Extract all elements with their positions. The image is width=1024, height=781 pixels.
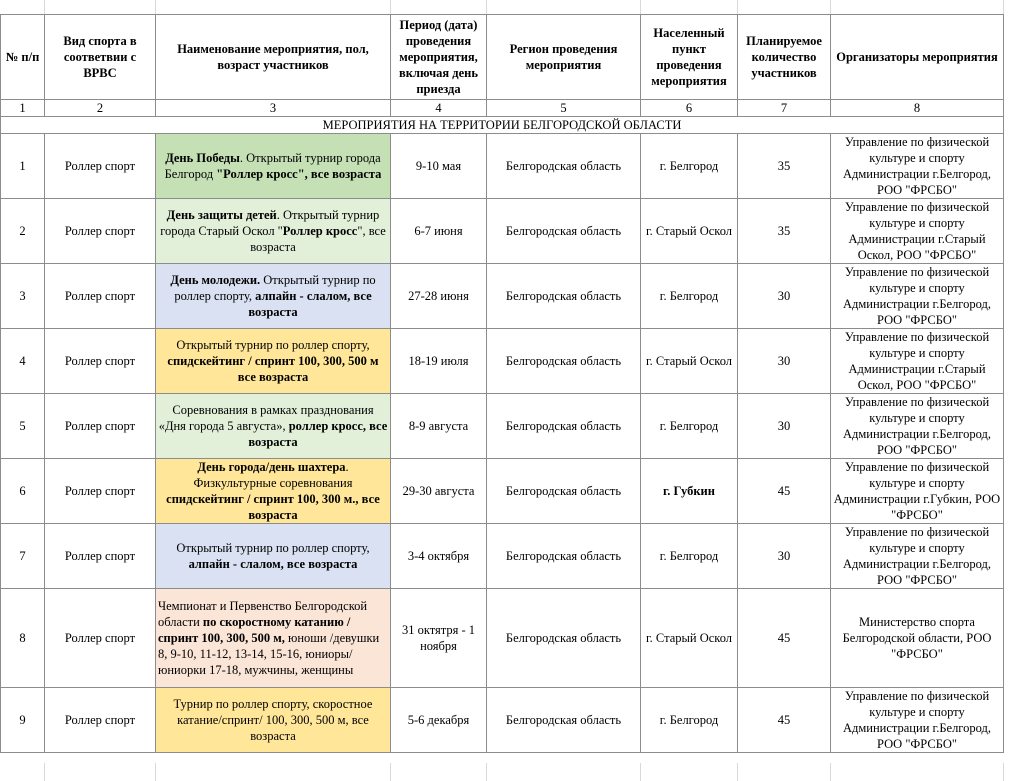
- cell-organizers[interactable]: Управление по физической культуре и спорту Администрации г.Белгород, РОО "ФРСБО": [831, 134, 1004, 199]
- column-number-cell[interactable]: 5: [487, 100, 641, 117]
- column-number-cell[interactable]: 8: [831, 100, 1004, 117]
- cell-region[interactable]: Белгородская область: [487, 459, 641, 524]
- cell-sport[interactable]: Роллер спорт: [45, 589, 156, 688]
- cell-period[interactable]: 29-30 августа: [391, 459, 487, 524]
- cell-organizers[interactable]: Управление по физической культуре и спорту Администрации г.Белгород, РОО "ФРСБО": [831, 264, 1004, 329]
- header-cell-sport[interactable]: Вид спорта в соответвии с ВРВС: [45, 15, 156, 100]
- cell-sport[interactable]: Роллер спорт: [45, 394, 156, 459]
- cell-sport[interactable]: Роллер спорт: [45, 459, 156, 524]
- header-cell-region[interactable]: Регион проведения мероприятия: [487, 15, 641, 100]
- cell-city[interactable]: г. Старый Оскол: [641, 329, 738, 394]
- cell-city[interactable]: г. Белгород: [641, 134, 738, 199]
- cell-organizers[interactable]: Управление по физической культуре и спорту Администрации г.Белгород, РОО "ФРСБО": [831, 524, 1004, 589]
- event-name-fragment: юноши /девушки 8, 9-10, 11-12, 13-14, 15-16, юниоры/юниорки 17-18, мужчины, женщины: [158, 631, 380, 677]
- cell-period[interactable]: 8-9 августа: [391, 394, 487, 459]
- event-name-fragment: алпайн - слалом, все возраста: [248, 289, 372, 319]
- cell-event-name[interactable]: [156, 524, 391, 589]
- column-number-cell[interactable]: 6: [641, 100, 738, 117]
- cell-participants[interactable]: 45: [738, 688, 831, 753]
- cell-region[interactable]: Белгородская область: [487, 264, 641, 329]
- header-row: [1, 15, 1004, 100]
- cell-city[interactable]: г. Белгород: [641, 394, 738, 459]
- cell-number[interactable]: 4: [1, 329, 45, 394]
- cell-organizers[interactable]: Управление по физической культуре и спорту Администрации г.Белгород, РОО "ФРСБО": [831, 688, 1004, 753]
- header-cell-event-name[interactable]: Наименование мероприятия, пол, возраст участников: [156, 15, 391, 100]
- cell-event-name[interactable]: [156, 459, 391, 524]
- header-cell-organizers[interactable]: Организаторы мероприятия: [831, 15, 1004, 100]
- cell-region[interactable]: Белгородская область: [487, 688, 641, 753]
- cell-event-name[interactable]: [156, 329, 391, 394]
- cell-number[interactable]: 6: [1, 459, 45, 524]
- cell-organizers[interactable]: Управление по физической культуре и спорту Администрации г.Старый Оскол, РОО "ФРСБО": [831, 199, 1004, 264]
- event-name-fragment: ", все возраста: [250, 224, 386, 254]
- cell-period[interactable]: 18-19 июля: [391, 329, 487, 394]
- table-row: [1, 394, 1004, 459]
- column-number-cell[interactable]: 3: [156, 100, 391, 117]
- cell-number[interactable]: 3: [1, 264, 45, 329]
- cell-region[interactable]: Белгородская область: [487, 199, 641, 264]
- cell-sport[interactable]: Роллер спорт: [45, 134, 156, 199]
- event-name-fragment: . Открытый турнир города Старый Оскол ": [160, 208, 380, 238]
- event-name-fragment: спидскейтинг / спринт 100, 300 м., все возраста: [166, 492, 380, 522]
- cell-city[interactable]: г. Белгород: [641, 688, 738, 753]
- cell-region[interactable]: Белгородская область: [487, 329, 641, 394]
- section-title[interactable]: МЕРОПРИЯТИЯ НА ТЕРРИТОРИИ БЕЛГОРОДСКОЙ ОБЛАСТИ: [1, 117, 1004, 134]
- cell-region[interactable]: Белгородская область: [487, 394, 641, 459]
- cell-participants[interactable]: 30: [738, 394, 831, 459]
- cell-region[interactable]: Белгородская область: [487, 524, 641, 589]
- event-name-fragment: Соревнования в рамках празднования «Дня города 5 августа»,: [158, 403, 374, 433]
- event-name-fragment: Открытый турнир по роллер спорту,: [174, 273, 376, 303]
- header-cell-participants[interactable]: Планируемое количество участников: [738, 15, 831, 100]
- header-cell-period[interactable]: Период (дата) проведения мероприятия, включая день приезда: [391, 15, 487, 100]
- event-name-fragment: "Роллер кросс", все возраста: [216, 167, 382, 181]
- cell-organizers[interactable]: Управление по физической культуре и спорту Администрации г.Старый Оскол, РОО "ФРСБО": [831, 329, 1004, 394]
- header-cell-city[interactable]: Населенный пункт проведения мероприятия: [641, 15, 738, 100]
- cell-number[interactable]: 1: [1, 134, 45, 199]
- event-name-fragment: День защиты детей: [166, 208, 277, 222]
- event-name-fragment: . Физкультурные соревнования: [193, 460, 353, 490]
- cell-sport[interactable]: Роллер спорт: [45, 199, 156, 264]
- cell-organizers[interactable]: Управление по физической культуре и спорту Администрации г.Губкин, РОО "ФРСБО": [831, 459, 1004, 524]
- column-number-cell[interactable]: 1: [1, 100, 45, 117]
- event-name-fragment: Турнир по роллер спорту, скоростное катание/спринт/ 100, 300, 500 м, все возраста: [173, 697, 373, 743]
- cell-number[interactable]: 5: [1, 394, 45, 459]
- cell-participants[interactable]: 30: [738, 329, 831, 394]
- cell-period[interactable]: 31 октятря - 1 ноября: [391, 589, 487, 688]
- event-name-fragment: спидскейтинг / спринт 100, 300, 500 м все возраста: [167, 354, 379, 384]
- cell-event-name[interactable]: [156, 264, 391, 329]
- event-name-fragment: алпайн - слалом, все возраста: [188, 557, 358, 571]
- events-table: [0, 14, 1004, 753]
- cell-participants[interactable]: 35: [738, 199, 831, 264]
- table-row: [1, 589, 1004, 688]
- cell-number[interactable]: 8: [1, 589, 45, 688]
- cell-participants[interactable]: 45: [738, 459, 831, 524]
- cell-number[interactable]: 9: [1, 688, 45, 753]
- cell-event-name[interactable]: [156, 134, 391, 199]
- table-row: [1, 688, 1004, 753]
- cell-city[interactable]: г. Старый Оскол: [641, 589, 738, 688]
- table-row: [1, 329, 1004, 394]
- cell-city[interactable]: г. Белгород: [641, 264, 738, 329]
- column-number-row: [1, 100, 1004, 117]
- table-row: [1, 199, 1004, 264]
- cell-number[interactable]: 7: [1, 524, 45, 589]
- cell-participants[interactable]: 30: [738, 524, 831, 589]
- cell-event-name[interactable]: [156, 589, 391, 688]
- event-name-fragment: Открытый турнир по роллер спорту,: [176, 541, 370, 555]
- cell-region[interactable]: Белгородская область: [487, 134, 641, 199]
- cell-period[interactable]: 27-28 июня: [391, 264, 487, 329]
- header-cell-number[interactable]: № п/п: [1, 15, 45, 100]
- cell-organizers[interactable]: Министерство спорта Белгородской области, РОО "ФРСБО": [831, 589, 1004, 688]
- cell-participants[interactable]: 45: [738, 589, 831, 688]
- cell-period[interactable]: 3-4 октября: [391, 524, 487, 589]
- cell-participants[interactable]: 30: [738, 264, 831, 329]
- cell-period[interactable]: 9-10 мая: [391, 134, 487, 199]
- event-name-fragment: Чемпионат и Первенство Белгородской области: [158, 599, 368, 629]
- event-name-fragment: . Открытый турнир города Белгород: [164, 151, 381, 181]
- cell-sport[interactable]: Роллер спорт: [45, 688, 156, 753]
- table-row: [1, 459, 1004, 524]
- cell-sport[interactable]: Роллер спорт: [45, 329, 156, 394]
- event-name-fragment: роллер кросс, все возраста: [248, 419, 388, 449]
- cell-sport[interactable]: Роллер спорт: [45, 524, 156, 589]
- column-number-cell[interactable]: 7: [738, 100, 831, 117]
- bottom-gridlines: [0, 763, 1003, 781]
- cell-organizers[interactable]: Управление по физической культуре и спорту Администрации г.Белгород, РОО "ФРСБО": [831, 394, 1004, 459]
- table-row: [1, 134, 1004, 199]
- cell-event-name[interactable]: [156, 394, 391, 459]
- event-name-fragment: День молодежи.: [170, 273, 261, 287]
- event-name-fragment: по скоростному катанию / спринт 100, 300, 500 м,: [158, 615, 351, 645]
- cell-number[interactable]: 2: [1, 199, 45, 264]
- cell-event-name[interactable]: [156, 688, 391, 753]
- cell-region[interactable]: Белгородская область: [487, 589, 641, 688]
- cell-participants[interactable]: 35: [738, 134, 831, 199]
- table-row: [1, 524, 1004, 589]
- cell-sport[interactable]: Роллер спорт: [45, 264, 156, 329]
- cell-event-name[interactable]: [156, 199, 391, 264]
- event-name-fragment: Дeнь Победы: [165, 151, 240, 165]
- cell-city[interactable]: г. Губкин: [641, 459, 738, 524]
- cell-period[interactable]: 5-6 декабря: [391, 688, 487, 753]
- cell-city[interactable]: г. Белгород: [641, 524, 738, 589]
- table-row: [1, 264, 1004, 329]
- event-name-fragment: День города/день шахтера: [197, 460, 346, 474]
- section-row: [1, 117, 1004, 134]
- cell-city[interactable]: г. Старый Оскол: [641, 199, 738, 264]
- event-name-fragment: Открытый турнир по роллер спорту,: [176, 338, 370, 352]
- cell-period[interactable]: 6-7 июня: [391, 199, 487, 264]
- column-number-cell[interactable]: 4: [391, 100, 487, 117]
- column-number-cell[interactable]: 2: [45, 100, 156, 117]
- top-gridlines: [0, 0, 1003, 14]
- event-name-fragment: Роллер кросс: [282, 224, 358, 238]
